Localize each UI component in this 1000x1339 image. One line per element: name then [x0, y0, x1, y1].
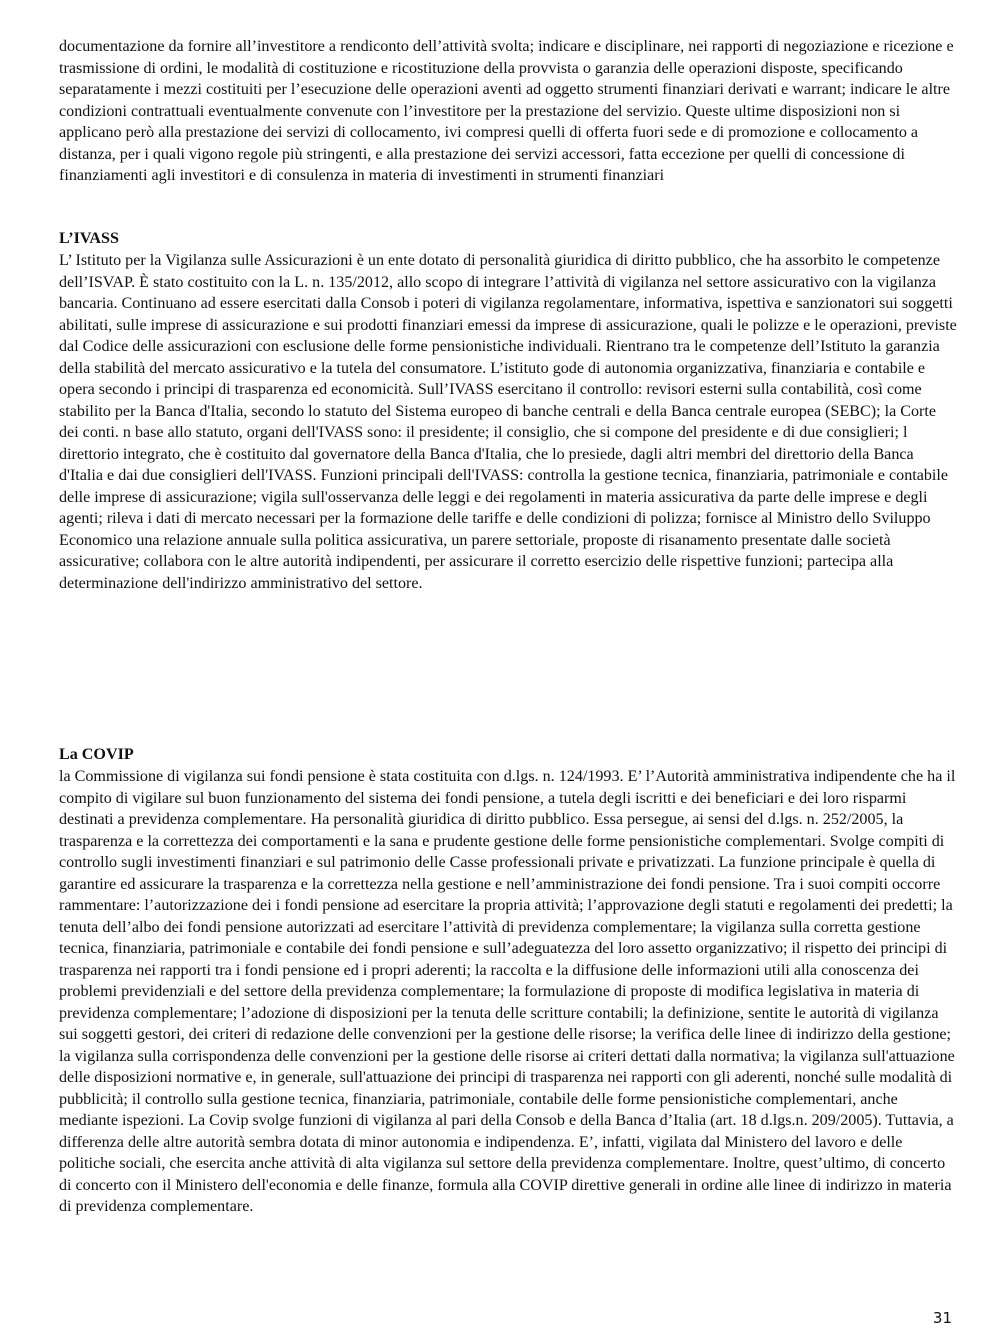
covip-paragraph: la Commissione di vigilanza sui fondi pensione è stata costituita con d.lgs. n. 124/1993. E’ l’Autorità amministrativa indipendente che ha il compito di vigilare sul buon funzionamento del sistema dei fondi pensione, a tutela degli iscritti e dei beneficiari e dei loro risparmi destinati a previdenza complementare. Ha personalità giuridica di diritto pubblico. Essa persegue, ai sensi del d.lgs. n. 252/2005, la trasparenza e la correttezza dei comportamenti e la sana e prudente gestione delle forme pensionistiche complementari. Svolge compiti di controllo sugli investimenti finanziari e sul patrimonio delle Casse professionali private e privatizzati. La funzione principale è quella di garantire ed assicurare la trasparenza e la correttezza nella gestione e nell’amministrazione dei fondi pensione. Tra i suoi compiti occorre rammentare: l’autorizzazione dei i fondi pensione ad esercitare la propria attività; l’approvazione degli statuti e regolamenti dei predetti; la tenuta dell’albo dei fondi pensione autorizzati ad esercitare l’attività di previdenza complementare; la vigilanza sulla corretta gestione tecnica, finanziaria, patrimoniale e contabile dei fondi pensione e sull’adeguatezza del loro assetto organizzativo; il rispetto dei principi di trasparenza nei rapporti tra i fondi pensione ed i propri aderenti; la raccolta e la diffusione delle informazioni utili alla conoscenza dei problemi previdenziali e del settore della previdenza complementare; la formulazione di proposte di modifica legislativa in materia di previdenza complementare; l’adozione di disposizioni per la tenuta delle scritture contabili; la definizione, sentite le autorità di vigilanza sui soggetti gestori, dei criteri di redazione delle convenzioni per la gestione delle risorse; la verifica delle linee di indirizzo della gestione; la vigilanza sulla corrispondenza delle convenzioni per la gestione delle risorse ai criteri dettati dalla normativa; la vigilanza sull'attuazione delle disposizioni normative e, in generale, sull'attuazione dei principi di trasparenza nei rapporti con gli aderenti, nonché sulle modalità di pubblicità; il controllo sulla gestione tecnica, finanziaria, patrimoniale, contabile delle forme pensionistiche complementari, anche mediante ispezioni. La Covip svolge funzioni di vigilanza al pari della Consob e della Banca d’Italia (art. 18 d.lgs.n. 209/2005). Tuttavia, a differenza delle altre autorità sembra dotata di minor autonomia e indipendenza. E’, infatti, vigilata dal Ministero del lavoro e delle politiche sociali, che esercita anche attività di alta vigilanza sul settore della previdenza complementare. Inoltre, quest’ultimo, di concerto di concerto con il Ministero dell'economia e delle finanze, formula alla COVIP direttive generali in ordine alle linee di indirizzo in materia di previdenza complementare. [59, 768, 956, 1215]
ivass-paragraph: L’ Istituto per la Vigilanza sulle Assicurazioni è un ente dotato di personalità giuridica di diritto pubblico, che ha assorbito le competenze dell’ISVAP. È stato costituito con la L. n. 135/2012, allo scopo di integrare l’attività di vigilanza nel settore assicurativo con la vigilanza bancaria. Continuano ad essere esercitati dalla Consob i poteri di vigilanza regolamentare, informativa, ispettiva e sanzionatori sui soggetti abilitati, sulle imprese di assicurazione e sui prodotti finanziari emessi da imprese di assicurazione, quali le polizze e le operazioni, previste dal Codice delle assicurazioni con esclusione delle forme pensionistiche individuali. Rientrano tra le competenze dell’Istituto la garanzia della stabilità del mercato assicurativo e la tutela del consumatore. L’istituto gode di autonomia organizzativa, finanziaria e contabile e opera secondo i principi di trasparenza ed economicità. Sull’IVASS esercitano il controllo: revisori esterni sulla contabilità, così come stabilito per la Banca d'Italia, secondo lo statuto del Sistema europeo di banche centrali e della Banca centrale europea (SEBC); la Corte dei conti. n base allo statuto, organi dell'IVASS sono: il presidente; il consiglio, che si compone del presidente e di due consiglieri; l direttorio integrato, che è costituito dal governatore della Banca d'Italia, che lo presiede, dagli altri membri del direttorio della Banca d'Italia e dai due consiglieri dell'IVASS. Funzioni principali dell'IVASS: controlla la gestione tecnica, finanziaria, patrimoniale e contabile delle imprese di assicurazione; vigila sull'osservanza delle leggi e dei regolamenti in materia assicurativa da parte delle imprese e degli agenti; rileva i dati di mercato necessari per la formazione delle tariffe e delle condizioni di polizza; fornisce al Ministro dello Sviluppo Economico una relazione annuale sulla politica assicurativa, un parere settoriale, proposte di risanamento presentate dalle società assicurative; collabora con le altre autorità indipendenti, per assicurare il corretto esercizio delle rispettive funzioni; partecipa alla determinazione dell'indirizzo amministrativo del settore. [59, 252, 957, 592]
page-number: 31 [932, 1309, 952, 1327]
intro-paragraph: documentazione da fornire all’investitore a rendiconto dell’attività svolta; indicare e disciplinare, nei rapporti di negoziazione e ricezione e trasmissione di ordini, le modalità di costituzione e ricostituzione della provvista o garanzia delle operazioni disposte, specificando separatamente i mezzi costituiti per l’esecuzione delle operazioni aventi ad oggetto strumenti finanziari derivati e warrant; indicare le altre condizioni contrattuali eventualmente convenute con l’investitore per la prestazione del servizio. Queste ultime disposizioni non si applicano però alla prestazione dei servizi di collocamento, ivi compresi quelli di offerta fuori sede e di promozione e collocamento a distanza, per i quali vigono regole più stringenti, e alla prestazione dei servizi accessori, fatta eccezione per quelli di concessione di finanziamenti agli investitori e di consulenza in materia di investimenti in strumenti finanziari [59, 38, 954, 184]
ivass-heading: L’IVASS [59, 230, 119, 247]
covip-heading: La COVIP [59, 746, 134, 763]
